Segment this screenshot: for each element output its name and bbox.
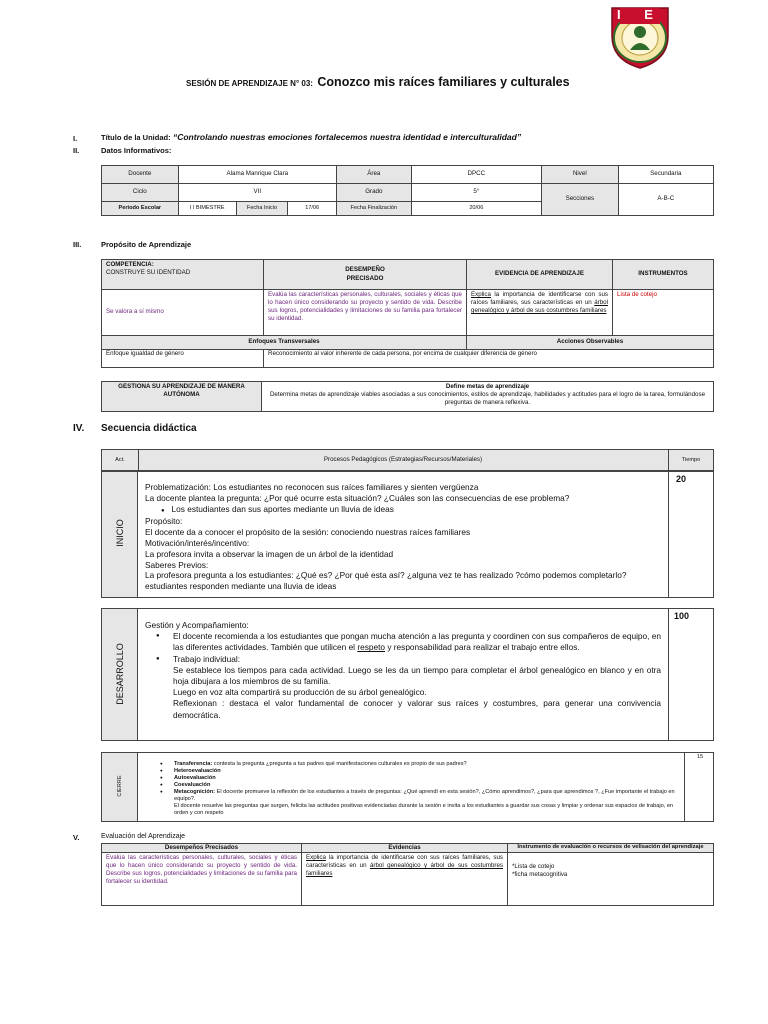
grado-value: 5°	[411, 184, 541, 202]
periodo-value: I I BIMESTRE	[178, 202, 236, 216]
datos-table	[101, 165, 714, 215]
desempeno-header: DESEMPEÑO PRECISADO	[264, 260, 467, 290]
cierre-transferencia: ● Transferencia: contesta la pregunta ¿pregunta a tus padres qué manifestaciones culturales es propio de sus padres?	[160, 761, 467, 767]
eval-inst-2: *ficha metacognitiva	[512, 871, 568, 879]
evaluacion-table	[101, 843, 714, 906]
ciclo-label: Ciclo	[102, 184, 179, 202]
define-text: Determina metas de aprendizaje viables asociadas a sus conocimientos, estilos de aprendizaje, habilidades y actitudes para el logro de la tarea, formulándose preguntas de manera reflexiva.	[269, 391, 706, 407]
section2-num: II.	[73, 146, 80, 155]
acciones-header: Acciones Observables	[467, 336, 714, 350]
section4-label: Secuencia didáctica	[101, 423, 197, 434]
docente-value: Alama Manrique Clara	[178, 166, 336, 184]
inicio-block	[101, 471, 714, 598]
section1-line	[101, 132, 521, 142]
school-logo	[606, 2, 674, 70]
enfoque-cell: Enfoque igualdad de género	[102, 350, 264, 368]
fecha-inicio-label: Fecha Inicio	[236, 202, 288, 216]
docente-label: Docente	[102, 166, 179, 184]
enfoques-header: Enfoques Transversales	[102, 336, 467, 350]
evidencia-verb: Explica	[471, 291, 491, 298]
desarrollo-bullet-1: ● El docente recomienda a los estudiantes que pongan mucha atención a las pregunta y coordinen con sus compañeros de equipo, en las diferentes actividades. También que utilicen el respeto y responsabilidad para realizar el trabajo entre ellos.	[156, 631, 662, 653]
eval-col-evidencias: Evidencias	[302, 844, 508, 853]
desarrollo-bullet-2: ● Trabajo individual: Se establece los tiempos para cada actividad. Luego se les da un tiempo para completar el árbol genealógico en blanco y en otra hoja dibujara a los miembros de su familia. Luego en voz alta compartirá su producción de su árbol genealógico. Reflexionan : destaca el valor fundamental de conocer y valorar sus raíces y costumbres, para generar una convivencia democrática.	[156, 653, 661, 720]
eval-col-instrumento: Instrumento de evaluación o recursos de velisación del aprendizaje	[508, 844, 714, 853]
accion-cell: Reconocimiento al valor inherente de cada persona, por encima de cualquier diferencia de género	[264, 350, 714, 368]
ciclo-value: VII	[178, 184, 336, 202]
fecha-inicio-value: 17/06	[288, 202, 337, 216]
section1-num: I.	[73, 134, 78, 143]
inicio-line-4: Propósito:	[145, 516, 183, 527]
inicio-line-3: ● Los estudiantes dan sus aportes mediante un lluvia de ideas	[161, 503, 394, 514]
instrumento-cell: Lista de cotejo	[613, 290, 714, 336]
cierre-auto: ● Autoevaluación	[160, 774, 216, 781]
competencia-value: CONSTRUYE SU IDENTIDAD	[106, 269, 191, 277]
desempeno-cell: Evalúa las características personales, culturales, sociales y éticas que lo hacen único considerando su proyecto y sentido de vida. Describe sus logros, potencialidades y limitaciones de su familia para fortalecer su identidad.	[264, 290, 467, 336]
inicio-line-6: Motivación/interés/incentivo:	[145, 537, 250, 548]
page-title	[186, 73, 626, 91]
cierre-tiempo: 15	[696, 754, 704, 760]
define-cell	[262, 382, 714, 412]
cierre-metacognicion-2: El docente resuelve las preguntas que surgen, felicita las actitudes positivas evidenciadas durante la sesión e invita a los estudiantes a guardar sus cosas y limpiar y ordenar sus espacios de trabajo, en orden y con respeto	[174, 802, 674, 816]
section3-num: III.	[73, 240, 82, 249]
inicio-line-2: La docente plantea la pregunta: ¿Por qué ocurre esta situación? ¿Cuáles son las consecuencias de ese problema?	[145, 492, 570, 503]
area-value: DPCC	[411, 166, 541, 184]
inicio-line-8: Saberes Previos:	[145, 559, 209, 570]
define-label: Define metas de aprendizaje	[445, 383, 530, 390]
secciones-value: A-B-C	[618, 184, 713, 216]
unit-title-label: Título de la Unidad:	[101, 133, 171, 142]
evidencia-cell	[467, 290, 613, 336]
proposito-table	[101, 259, 714, 367]
nivel-value: Secundaria	[618, 166, 713, 184]
desarrollo-content	[145, 620, 661, 721]
gestiona-table	[101, 381, 714, 412]
nivel-label: Nivel	[542, 166, 619, 184]
inicio-line-1: Problematización: Los estudiantes no reconocen sus raíces familiares y sienten vergüenza	[145, 482, 479, 492]
title-main: Conozco mis raíces familiares y culturales	[317, 75, 570, 89]
secciones-label: Secciones	[542, 184, 619, 216]
eval-instrumento-cell	[508, 853, 714, 906]
desarrollo-tiempo: 100	[674, 611, 690, 621]
instrumentos-header: INSTRUMENTOS	[613, 260, 714, 290]
section5-num: V.	[73, 833, 80, 842]
inicio-content	[145, 482, 665, 592]
fecha-fin-label: Fecha Finalización	[337, 202, 412, 216]
eval-evidencia-cell: Explica la importancia de identificarse con sus raíces familiares, sus características en un árbol genealógico y árbol de sus costumbres familiares	[302, 853, 508, 906]
cierre-metacognicion: ● Metacognición: El docente promueve la reflexión de los estudiantes a través de preguntas: ¿Qué aprendí en esta sesión?, ¿Cómo aprendimos?, ¿para que aprendimos ?, ¿Fue importante el trabajo en equipo?.	[160, 788, 675, 802]
periodo-label: Periodo Escolar	[102, 202, 179, 216]
evidencia-text: la importancia de identificarse con sus raíces familiares, sus características en un	[471, 291, 608, 307]
col-act: Act.	[115, 457, 125, 463]
eval-col-desempenos: Desempeños Precisados	[102, 844, 302, 853]
cierre-content	[160, 761, 680, 817]
evidencia-product: árbol genealógico y árbol de sus costumbres familiares	[471, 299, 608, 315]
area-label: Área	[337, 166, 412, 184]
inicio-line-9: La profesora pregunta a los estudiantes: ¿Qué es? ¿Por qué esta así? ¿alguna vez te has realizado ?cómo podemos completarlo? estudiantes responden mediante una lluvia de ideas	[145, 570, 627, 592]
section5-label: Evaluación del Aprendizaje	[101, 833, 186, 840]
eval-inst-1: *Lista de cotejo	[512, 863, 555, 871]
section2-label: Datos Informativos:	[101, 146, 172, 155]
unit-title-value: “Controlando nuestras emociones fortalecemos nuestra identidad e interculturalidad”	[172, 132, 522, 142]
competencia-cell	[102, 260, 264, 290]
desarrollo-heading: Gestión y Acompañamiento:	[145, 620, 249, 630]
section3-label: Propósito de Aprendizaje	[101, 240, 192, 249]
evidencia-header: EVIDENCIA DE APRENDIZAJE	[467, 260, 613, 290]
fecha-fin-value: 20/06	[411, 202, 541, 216]
col-procesos: Procesos Pedagógicos (Estrategias/Recursos/Materiales)	[323, 456, 483, 463]
cierre-hetero: ● Heteroevaluación	[160, 767, 221, 774]
competencia-label: COMPETENCIA:	[106, 261, 154, 268]
desarrollo-block	[101, 608, 714, 741]
secuencia-header	[101, 449, 714, 471]
logo-letters: I E	[617, 7, 663, 22]
inicio-tiempo: 20	[676, 474, 687, 484]
desarrollo-label: DESARROLLO	[115, 643, 125, 705]
capacidad-cell: Se valora a sí mismo	[102, 290, 264, 336]
eval-desempeno-cell: Evalúa las características personales, culturales, sociales y éticas que lo hacen único considerando su proyecto y sentido de vida. Describe sus logros, potencialidades y limitaciones de su familia para fortalecer su identidad.	[102, 853, 302, 906]
section4-num: IV.	[73, 423, 85, 434]
gestiona-label: GESTIONA SU APRENDIZAJE DE MANERA AUTÓNOMA	[102, 382, 262, 412]
cierre-co: ● Coevaluación	[160, 781, 211, 788]
cierre-block	[101, 752, 714, 822]
title-prefix: SESIÓN DE APRENDIZAJE N° 03:	[186, 79, 313, 88]
inicio-label: INICIO	[115, 519, 125, 547]
col-tiempo: Tiempo	[681, 457, 701, 463]
inicio-line-7: La profesora invita a observar la imagen de un árbol de la identidad	[145, 548, 394, 559]
grado-label: Grado	[337, 184, 412, 202]
cierre-label: CIERRE	[117, 775, 123, 797]
inicio-line-5: El docente da a conocer el propósito de la sesión: conociendo nuestras raíces familiares	[145, 527, 471, 538]
